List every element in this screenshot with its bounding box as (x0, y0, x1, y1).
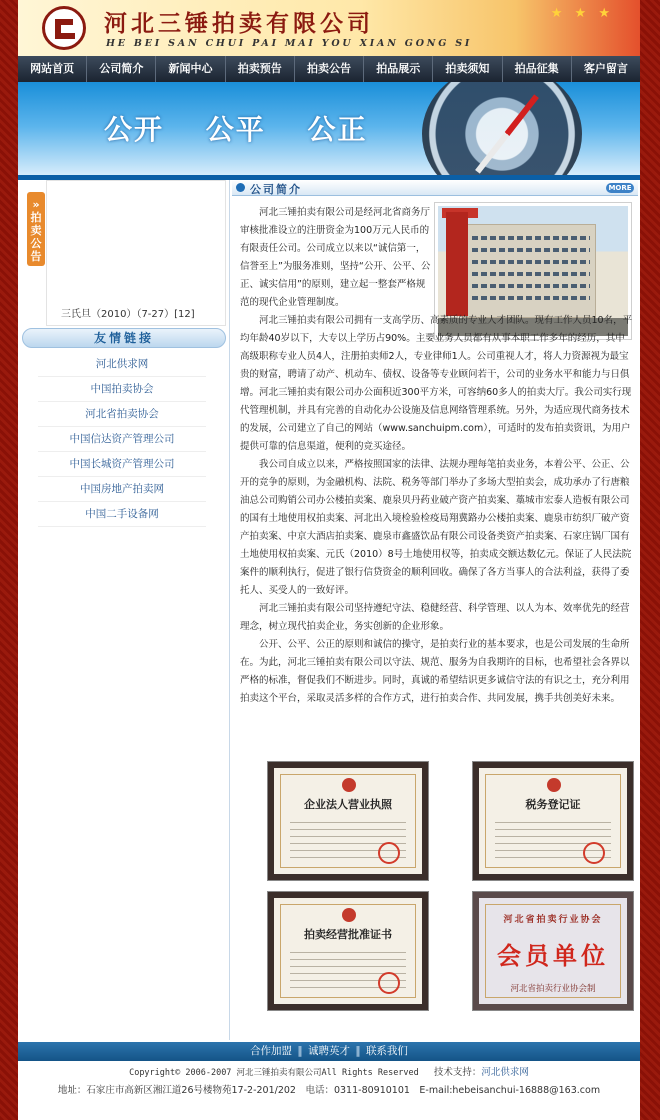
main-nav (18, 56, 640, 82)
cert-title: 企业法人营业执照 (304, 798, 392, 811)
footer-link-join[interactable]: 合作加盟 (250, 1045, 293, 1057)
site-header (18, 0, 640, 56)
emblem-icon (547, 778, 561, 792)
friend-link[interactable]: 河北省拍卖协会 (38, 402, 206, 427)
section-title: 公司简介 (250, 183, 302, 196)
auction-permit-image (268, 892, 428, 1010)
company-name: 河北三锤拍卖有限公司 (104, 10, 374, 37)
nav-preview[interactable]: 拍卖预告 (226, 56, 295, 82)
chevron-icon: » (32, 198, 40, 211)
notice-tab[interactable] (27, 192, 45, 266)
friend-link[interactable]: 中国信达资产管理公司 (38, 427, 206, 452)
plaque-title: 会员单位 (497, 942, 609, 970)
seal-icon (583, 842, 605, 864)
cert-title: 税务登记证 (525, 798, 581, 811)
nav-items[interactable]: 拍品展示 (364, 56, 433, 82)
section-header (232, 180, 638, 196)
emblem-icon (342, 778, 356, 792)
compass-icon (422, 82, 582, 180)
friend-link[interactable]: 中国房地产拍卖网 (38, 477, 206, 502)
tech-support-link[interactable]: 河北供求网 (481, 1067, 529, 1078)
banner-slogan (104, 108, 398, 148)
nav-home[interactable]: 网站首页 (18, 56, 87, 82)
emblem-icon (342, 908, 356, 922)
hero-banner (18, 82, 640, 180)
company-pinyin: HE BEI SAN CHUI PAI MAI YOU XIAN GONG SI (106, 38, 473, 49)
notice-tab-label: 拍卖公告 (30, 211, 42, 263)
nav-guestbook[interactable]: 客户留言 (583, 62, 628, 75)
plaque-footer: 河北省拍卖行业协会制 (510, 984, 596, 994)
cert-title: 拍卖经营批准证书 (304, 928, 392, 941)
friend-link[interactable]: 中国二手设备网 (38, 502, 206, 527)
main-content (230, 180, 640, 1040)
links-header: 友情链接 (22, 328, 226, 348)
plaque-arc-text: 河北省拍卖行业协会 (503, 915, 603, 925)
footer-link-contact[interactable]: 联系我们 (365, 1045, 408, 1057)
article-paragraph: 河北三锤拍卖有限公司是经河北省商务厅审核批准设立的注册资金为100万元人民币的有限责任公司。公司成立以来以“诚信第一，信誉至上”为服务准则，坚持“公开、公平、公正、诚实信用”的原则，建立起一整套严格规范的现代企业管理制度。 (240, 207, 431, 308)
slogan-word: 公正 (307, 113, 368, 146)
footer-nav (18, 1042, 640, 1061)
tech-support-label: 技术支持： (433, 1067, 482, 1078)
friend-link[interactable]: 中国拍卖协会 (38, 377, 206, 402)
article-paragraph: 河北三锤拍卖有限公司拥有一支高学历、高素质的专业人才团队。现有工作人员10名，平均年龄40岁以下，大专以上学历占90%。主要业务人员都有从事本职工作多年的经历，其中高级职称专业人员4人，注册拍卖师2人，专业律师1人。公司重视人才，将人力资源视为最宝贵的财富，聘请了动产、机动车、债权、设备等专业顾问若干，公司的业务水平和能力与日俱增。河北三锤拍卖有限公司办公面积近300平方米，可容纳60多人的拍卖大厅。我公司实行现代管理机制，并具有完善的自动化办公设施及信息网络管理系统。另外，为适应现代商务技术的发展，公司建立了自己的网站（www.sanchuipm.com），可适时的发布拍卖资讯，为用户提供可靠的信息渠道，便利的竞买途径。 (240, 315, 633, 452)
friend-links (38, 352, 206, 527)
notice-scroller (46, 180, 226, 326)
slogan-word: 公开 (104, 113, 165, 146)
more-button[interactable]: MORE (606, 183, 634, 193)
nav-news[interactable]: 新闻中心 (156, 56, 225, 82)
company-intro-article (240, 204, 634, 708)
seal-icon (378, 842, 400, 864)
article-paragraph: 我公司自成立以来，严格按照国家的法律、法规办理每笔拍卖业务，本着公平、公正、公开的竞争的原则，为金融机构、法院、税务等部门举办了多场大型拍卖会，成功承办了行唐粮油总公司购销公司办公楼拍卖案、鹿泉贝丹药业破产资产拍卖案、藁城市宏泰人造板有限公司的国有土地使用权拍卖案、河北出入境检验检疫局翔冀路办公楼拍卖案、鹿泉市纺织厂破产资产拍卖案、中京大酒店拍卖案、鹿泉市鑫盛饮品有限公司设备类资产拍卖案、石家庄锅厂国有土地使用权拍卖案、元氏（2010）8号土地使用权等，拍卖成交额达数亿元。保证了人民法院案件的顺利执行，促进了银行信贷资金的顺利回收。确保了各方当事人的合法利益，获得了委托人、买受人的一致好评。 (240, 459, 632, 596)
article-paragraph: 公开、公平、公正的原则和诚信的操守，是拍卖行业的基本要求，也是公司发展的生命所在。为此，河北三锤拍卖有限公司以守法、规范、服务为自我期许的目标，也希望社会各界以严格的标准，督促我们不断进步。同时，真诚的希望结识更多诚信守法的有识之士，充分利用拍卖这个平台，采取灵活多样的合作方式，进行拍卖合作、共同发展，携手共创美好未来。 (240, 639, 630, 704)
nav-notice[interactable]: 拍卖公告 (295, 56, 364, 82)
business-license-image (268, 762, 428, 880)
copyright-text: Copyright© 2006-2007 河北三锤拍卖有限公司All Rights Reserved (129, 1068, 419, 1078)
page (18, 0, 640, 1120)
separator: ‖ (355, 1045, 361, 1057)
seal-icon (378, 972, 400, 994)
bullet-icon (236, 183, 245, 192)
contact-address: 地址：石家庄市高新区湘江道26号楼物苑17-2-201/202 电话：0311-80910101 E-mail:hebeisanchui-16888@163.com (57, 1085, 601, 1096)
friend-link[interactable]: 中国长城资产管理公司 (38, 452, 206, 477)
footer-info (18, 1064, 640, 1099)
notice-item[interactable]: 三氏旦（2010）（7-27）[12] (61, 309, 195, 320)
company-logo[interactable] (42, 6, 86, 50)
left-sidebar (18, 180, 228, 1040)
nav-about[interactable]: 公司简介 (87, 56, 156, 82)
member-plaque-image (473, 892, 633, 1010)
star-decoration-icon: ★ ★ ★ (550, 6, 614, 21)
footer-link-jobs[interactable]: 诚聘英才 (308, 1045, 350, 1057)
tax-certificate-image (473, 762, 633, 880)
slogan-word: 公平 (205, 113, 266, 146)
nav-collect[interactable]: 拍品征集 (503, 56, 572, 82)
article-paragraph: 河北三锤拍卖有限公司坚持遵纪守法、稳健经营、科学管理、以人为本、效率优先的经营理念，树立现代拍卖企业，务实创新的企业形象。 (240, 603, 630, 632)
separator: ‖ (297, 1045, 303, 1057)
friend-link[interactable]: 河北供求网 (38, 352, 206, 377)
nav-rules[interactable]: 拍卖须知 (433, 56, 502, 82)
